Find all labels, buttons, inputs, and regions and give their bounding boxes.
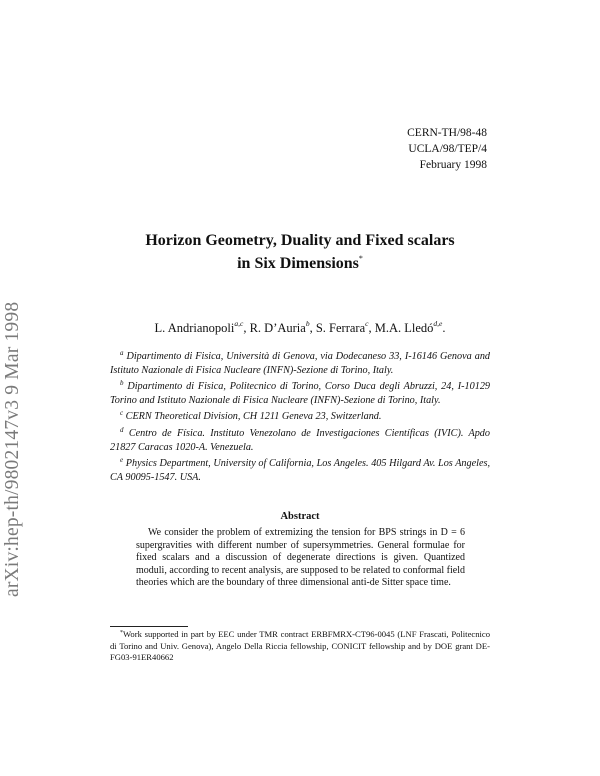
affiliation-item <box>110 424 490 454</box>
affiliation-label: e <box>120 456 124 465</box>
affiliation-list <box>110 347 490 484</box>
affiliation-label: d <box>120 425 124 434</box>
title-line-1: Horizon Geometry, Duality and Fixed scalars <box>145 232 455 249</box>
author: L. Andrianopoli <box>154 321 235 335</box>
affiliation-item <box>110 347 490 377</box>
report-number-ucla: UCLA/98/TEP/4 <box>408 143 487 155</box>
author-separator: , <box>309 321 316 335</box>
affiliation-item <box>110 407 490 424</box>
abstract-heading: Abstract <box>280 511 320 522</box>
author-separator: . <box>442 321 446 335</box>
affiliation-label: c <box>120 409 124 418</box>
author: R. D’Auria <box>249 321 306 335</box>
footnote-mark: * <box>120 630 123 636</box>
paper-title <box>110 232 490 273</box>
title-footnote-mark: * <box>358 254 363 263</box>
arxiv-identifier: arXiv:hep-th/9802147v3 9 Mar 1998 <box>2 301 23 597</box>
footnote-text: Work supported in part by EEC under TMR contract ERBFMRX-CT96-0045 (LNF Frascati, Politecnico di Torino and Univ. Genova), Angelo Della Riccia fellowship, CONICIT fellowship and by DOE grant DE-FG03-91ER40662 <box>110 629 490 663</box>
abstract-text: We consider the problem of extremizing the tension for BPS strings in D = 6 supergravities with different number of supersymmetries. General formulae for fixed scalars and a discussion of degenerate directions is given. Quantized moduli, according to recent analysis, are supposed to be related to conformal field theories which are the boundary of three dimensional anti-de Sitter space time. <box>136 527 465 589</box>
title-line-2 <box>110 250 490 273</box>
author-affiliation-mark: d,e <box>433 319 443 328</box>
affiliation-text: Centro de Física. Instituto Venezolano de Investigaciones Científicas (IVIC). Apdo 21827 Caracas 1020-A. Venezuela. <box>110 427 490 453</box>
report-date: February 1998 <box>419 159 487 171</box>
affiliation-label: a <box>120 349 124 357</box>
author-list <box>110 319 490 336</box>
author: M.A. Lledó <box>374 321 434 335</box>
author-separator: , <box>243 321 250 335</box>
affiliation-text: Dipartimento di Fisica, Politecnico di Torino, Corso Duca degli Abruzzi, 24, I-10129 Torino and Istituto Nazionale di Fisica Nucleare (INFN)-Sezione di Torino, Italy. <box>110 381 491 406</box>
author: S. Ferrara <box>315 321 366 335</box>
affiliation-text: Physics Department, University of California, Los Angeles. 405 Hilgard Av. Los Angeles, CA 90095-1547. USA. <box>110 458 491 483</box>
affiliation-text: CERN Theoretical Division, CH 1211 Geneva 23, Switzerland. <box>125 411 382 423</box>
footnote-divider <box>110 626 188 627</box>
affiliation-text: Dipartimento di Fisica, Università di Genova, via Dodecaneso 33, I-16146 Genova and Istituto Nazionale di Fisica Nucleare (INFN)-Sezione di Torino, Italy. <box>110 351 491 376</box>
title-line-2-text: in Six Dimensions <box>237 255 359 272</box>
author-affiliation-mark: a,c <box>234 319 244 328</box>
affiliation-item <box>110 377 490 407</box>
report-numbers <box>407 125 487 173</box>
author-affiliation-mark: b <box>305 319 310 328</box>
affiliation-item <box>110 454 490 484</box>
affiliation-label: b <box>120 379 124 388</box>
author-affiliation-mark: c <box>365 319 369 328</box>
author-separator: , <box>368 321 375 335</box>
report-number-cern: CERN-TH/98-48 <box>407 127 487 139</box>
footnote <box>110 628 490 664</box>
